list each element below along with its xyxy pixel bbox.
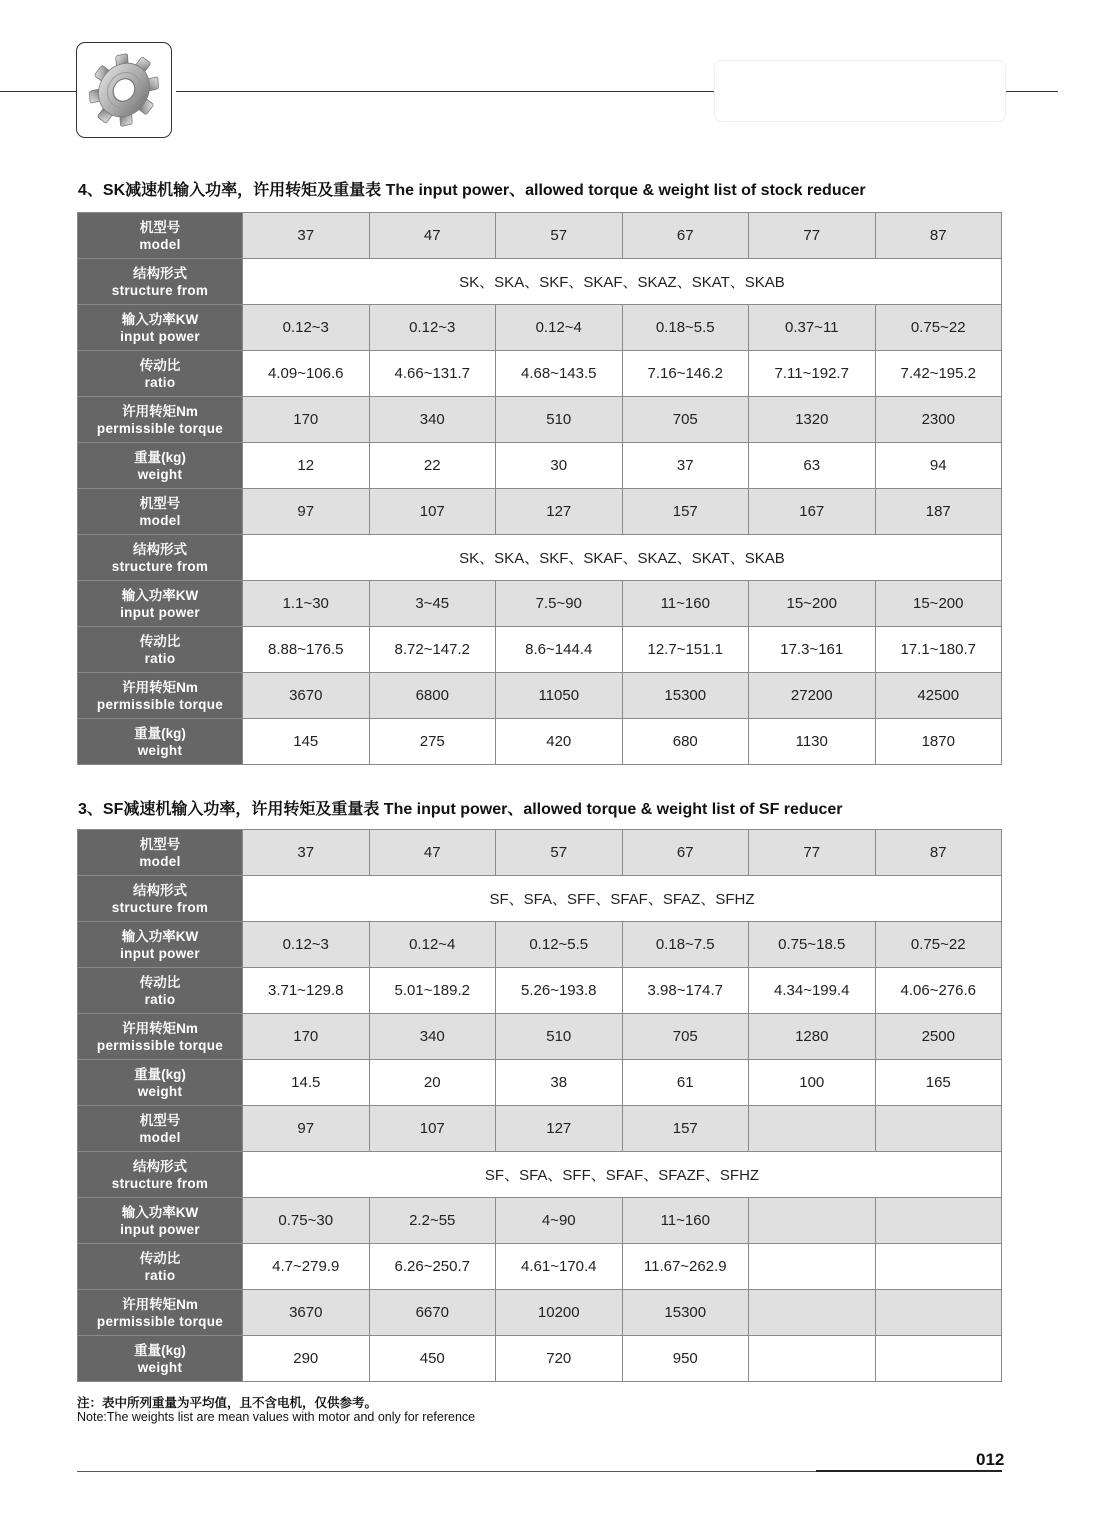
structure-cell: SK、SKA、SKF、SKAF、SKAZ、SKAT、SKAB bbox=[243, 535, 1002, 581]
table-row bbox=[78, 1198, 1002, 1244]
value-cell: 97 bbox=[243, 1106, 370, 1152]
page-number: 012 bbox=[976, 1450, 1005, 1469]
value-cell: 11~160 bbox=[622, 581, 749, 627]
value-cell: 165 bbox=[875, 1060, 1002, 1106]
row-label bbox=[78, 1336, 243, 1382]
value-cell: 1130 bbox=[749, 719, 876, 765]
value-cell: 10200 bbox=[496, 1290, 623, 1336]
value-cell: 8.6~144.4 bbox=[496, 627, 623, 673]
value-cell: 2500 bbox=[875, 1014, 1002, 1060]
value-cell: 11.67~262.9 bbox=[622, 1244, 749, 1290]
row-label bbox=[78, 489, 243, 535]
value-cell: 87 bbox=[875, 213, 1002, 259]
value-cell: 97 bbox=[243, 489, 370, 535]
value-cell: 77 bbox=[749, 213, 876, 259]
value-cell: 450 bbox=[369, 1336, 496, 1382]
value-cell: 11~160 bbox=[622, 1198, 749, 1244]
section-title-sf: 3、SF减速机输入功率，许用转矩及重量表 The input power、allowed torque & weight list of SF reducer bbox=[78, 801, 843, 818]
value-cell: 680 bbox=[622, 719, 749, 765]
value-cell: 12.7~151.1 bbox=[622, 627, 749, 673]
structure-cell: SF、SFA、SFF、SFAF、SFAZF、SFHZ bbox=[243, 1152, 1002, 1198]
value-cell: 340 bbox=[369, 1014, 496, 1060]
row-label bbox=[78, 673, 243, 719]
value-cell: 187 bbox=[875, 489, 1002, 535]
row-label-cn: 传动比 bbox=[139, 974, 181, 990]
value-cell: 20 bbox=[369, 1060, 496, 1106]
row-label-cn: 传动比 bbox=[139, 357, 181, 373]
value-cell: 510 bbox=[496, 1014, 623, 1060]
row-label-en: ratio bbox=[144, 991, 176, 1007]
value-cell: 3670 bbox=[243, 1290, 370, 1336]
row-label-en: model bbox=[139, 512, 181, 528]
row-label bbox=[78, 1152, 243, 1198]
value-cell: 15300 bbox=[622, 1290, 749, 1336]
value-cell: 1320 bbox=[749, 397, 876, 443]
value-cell: 0.12~3 bbox=[369, 305, 496, 351]
row-label-en: structure from bbox=[111, 899, 209, 915]
value-cell: 8.88~176.5 bbox=[243, 627, 370, 673]
table-row bbox=[78, 213, 1002, 259]
value-cell: 6.26~250.7 bbox=[369, 1244, 496, 1290]
row-label-cn: 输入功率KW bbox=[121, 928, 199, 944]
value-cell: 7.11~192.7 bbox=[749, 351, 876, 397]
row-label bbox=[78, 397, 243, 443]
row-label-en: permissible torque bbox=[96, 1313, 224, 1329]
value-cell: 420 bbox=[496, 719, 623, 765]
value-cell: 67 bbox=[622, 213, 749, 259]
row-label-cn: 输入功率KW bbox=[121, 311, 199, 327]
value-cell: 5.26~193.8 bbox=[496, 968, 623, 1014]
value-cell bbox=[749, 1198, 876, 1244]
table-row bbox=[78, 968, 1002, 1014]
value-cell: 2300 bbox=[875, 397, 1002, 443]
value-cell: 17.3~161 bbox=[749, 627, 876, 673]
value-cell: 275 bbox=[369, 719, 496, 765]
row-label-en: input power bbox=[120, 604, 200, 620]
value-cell: 57 bbox=[496, 213, 623, 259]
value-cell: 4.61~170.4 bbox=[496, 1244, 623, 1290]
row-label-cn: 输入功率KW bbox=[121, 1204, 199, 1220]
value-cell: 157 bbox=[622, 489, 749, 535]
value-cell bbox=[749, 1336, 876, 1382]
value-cell: 4.66~131.7 bbox=[369, 351, 496, 397]
value-cell: 0.12~3 bbox=[243, 305, 370, 351]
row-label-en: weight bbox=[137, 1359, 183, 1375]
row-label bbox=[78, 922, 243, 968]
row-label-en: weight bbox=[137, 466, 183, 482]
value-cell: 47 bbox=[369, 830, 496, 876]
row-label-cn: 许用转矩Nm bbox=[122, 1296, 198, 1312]
row-label-cn: 结构形式 bbox=[133, 1158, 187, 1174]
footnote bbox=[77, 1396, 475, 1424]
value-cell: 1.1~30 bbox=[243, 581, 370, 627]
row-label bbox=[78, 876, 243, 922]
value-cell: 0.12~3 bbox=[243, 922, 370, 968]
row-label-en: input power bbox=[120, 945, 200, 961]
table-row bbox=[78, 1336, 1002, 1382]
value-cell: 3670 bbox=[243, 673, 370, 719]
row-label bbox=[78, 719, 243, 765]
value-cell: 15~200 bbox=[749, 581, 876, 627]
sk-reducer-table bbox=[77, 212, 1002, 765]
row-label-en: model bbox=[139, 853, 181, 869]
value-cell: 0.12~4 bbox=[496, 305, 623, 351]
table-row bbox=[78, 922, 1002, 968]
row-label bbox=[78, 1290, 243, 1336]
value-cell: 3~45 bbox=[369, 581, 496, 627]
value-cell: 61 bbox=[622, 1060, 749, 1106]
value-cell: 340 bbox=[369, 397, 496, 443]
value-cell: 63 bbox=[749, 443, 876, 489]
table-row bbox=[78, 535, 1002, 581]
row-label-cn: 结构形式 bbox=[133, 882, 187, 898]
footer-rule-accent bbox=[816, 1470, 1002, 1472]
header-rule-left bbox=[0, 91, 77, 92]
value-cell: 4.68~143.5 bbox=[496, 351, 623, 397]
value-cell: 6800 bbox=[369, 673, 496, 719]
value-cell: 290 bbox=[243, 1336, 370, 1382]
row-label-en: structure from bbox=[111, 282, 209, 298]
row-label bbox=[78, 968, 243, 1014]
value-cell bbox=[749, 1290, 876, 1336]
row-label-cn: 许用转矩Nm bbox=[122, 403, 198, 419]
table-row bbox=[78, 876, 1002, 922]
row-label-en: input power bbox=[120, 1221, 200, 1237]
footnote-cn: 注：表中所列重量为平均值，且不含电机，仅供参考。 bbox=[77, 1396, 378, 1410]
table-row bbox=[78, 1106, 1002, 1152]
row-label bbox=[78, 213, 243, 259]
table-row bbox=[78, 1290, 1002, 1336]
value-cell: 87 bbox=[875, 830, 1002, 876]
table-row bbox=[78, 627, 1002, 673]
value-cell: 94 bbox=[875, 443, 1002, 489]
table-row bbox=[78, 397, 1002, 443]
table-row bbox=[78, 1060, 1002, 1106]
row-label-en: permissible torque bbox=[96, 696, 224, 712]
value-cell: 27200 bbox=[749, 673, 876, 719]
value-cell: 2.2~55 bbox=[369, 1198, 496, 1244]
value-cell bbox=[875, 1244, 1002, 1290]
sf-reducer-table bbox=[77, 829, 1002, 1382]
value-cell: 11050 bbox=[496, 673, 623, 719]
value-cell: 107 bbox=[369, 1106, 496, 1152]
value-cell bbox=[749, 1244, 876, 1290]
value-cell: 4.34~199.4 bbox=[749, 968, 876, 1014]
header-blank-box bbox=[714, 60, 1006, 122]
value-cell: 170 bbox=[243, 1014, 370, 1060]
value-cell bbox=[875, 1106, 1002, 1152]
row-label-cn: 结构形式 bbox=[133, 265, 187, 281]
value-cell bbox=[875, 1290, 1002, 1336]
table-row bbox=[78, 443, 1002, 489]
value-cell: 7.16~146.2 bbox=[622, 351, 749, 397]
value-cell: 38 bbox=[496, 1060, 623, 1106]
value-cell bbox=[749, 1106, 876, 1152]
value-cell: 4.7~279.9 bbox=[243, 1244, 370, 1290]
value-cell: 0.18~5.5 bbox=[622, 305, 749, 351]
value-cell: 22 bbox=[369, 443, 496, 489]
value-cell: 720 bbox=[496, 1336, 623, 1382]
value-cell: 57 bbox=[496, 830, 623, 876]
value-cell: 127 bbox=[496, 1106, 623, 1152]
structure-cell: SK、SKA、SKF、SKAF、SKAZ、SKAT、SKAB bbox=[243, 259, 1002, 305]
value-cell: 3.98~174.7 bbox=[622, 968, 749, 1014]
row-label-cn: 传动比 bbox=[139, 633, 181, 649]
table-row bbox=[78, 259, 1002, 305]
row-label-en: model bbox=[139, 1129, 181, 1145]
value-cell: 1280 bbox=[749, 1014, 876, 1060]
value-cell: 107 bbox=[369, 489, 496, 535]
row-label bbox=[78, 830, 243, 876]
row-label bbox=[78, 627, 243, 673]
row-label-en: input power bbox=[120, 328, 200, 344]
row-label-cn: 机型号 bbox=[139, 219, 181, 235]
row-label-cn: 重量(kg) bbox=[134, 449, 186, 465]
row-label-cn: 重量(kg) bbox=[134, 1066, 186, 1082]
value-cell: 37 bbox=[622, 443, 749, 489]
value-cell: 14.5 bbox=[243, 1060, 370, 1106]
row-label-cn: 输入功率KW bbox=[121, 587, 199, 603]
value-cell: 42500 bbox=[875, 673, 1002, 719]
row-label-en: weight bbox=[137, 1083, 183, 1099]
value-cell: 12 bbox=[243, 443, 370, 489]
value-cell: 0.75~22 bbox=[875, 922, 1002, 968]
value-cell: 170 bbox=[243, 397, 370, 443]
row-label-cn: 传动比 bbox=[139, 1250, 181, 1266]
value-cell: 37 bbox=[243, 830, 370, 876]
row-label-en: weight bbox=[137, 742, 183, 758]
row-label-en: structure from bbox=[111, 558, 209, 574]
value-cell: 705 bbox=[622, 397, 749, 443]
table-row bbox=[78, 1244, 1002, 1290]
value-cell: 4.09~106.6 bbox=[243, 351, 370, 397]
value-cell: 3.71~129.8 bbox=[243, 968, 370, 1014]
gear-icon bbox=[84, 50, 164, 130]
table-row bbox=[78, 1152, 1002, 1198]
row-label-cn: 结构形式 bbox=[133, 541, 187, 557]
row-label-cn: 机型号 bbox=[139, 495, 181, 511]
row-label bbox=[78, 443, 243, 489]
value-cell: 100 bbox=[749, 1060, 876, 1106]
row-label bbox=[78, 1198, 243, 1244]
value-cell: 67 bbox=[622, 830, 749, 876]
value-cell: 0.75~22 bbox=[875, 305, 1002, 351]
row-label-en: permissible torque bbox=[96, 1037, 224, 1053]
value-cell: 157 bbox=[622, 1106, 749, 1152]
value-cell: 17.1~180.7 bbox=[875, 627, 1002, 673]
table-row bbox=[78, 305, 1002, 351]
table-row bbox=[78, 1014, 1002, 1060]
row-label-cn: 许用转矩Nm bbox=[122, 679, 198, 695]
value-cell: 7.42~195.2 bbox=[875, 351, 1002, 397]
row-label bbox=[78, 1060, 243, 1106]
row-label bbox=[78, 535, 243, 581]
structure-cell: SF、SFA、SFF、SFAF、SFAZ、SFHZ bbox=[243, 876, 1002, 922]
row-label bbox=[78, 259, 243, 305]
footnote-en: Note:The weights list are mean values with motor and only for reference bbox=[77, 1410, 476, 1424]
value-cell: 0.12~4 bbox=[369, 922, 496, 968]
value-cell: 0.12~5.5 bbox=[496, 922, 623, 968]
table-row bbox=[78, 581, 1002, 627]
row-label-cn: 机型号 bbox=[139, 1112, 181, 1128]
row-label-cn: 机型号 bbox=[139, 836, 181, 852]
row-label bbox=[78, 351, 243, 397]
value-cell: 0.37~11 bbox=[749, 305, 876, 351]
value-cell: 127 bbox=[496, 489, 623, 535]
value-cell: 5.01~189.2 bbox=[369, 968, 496, 1014]
value-cell: 167 bbox=[749, 489, 876, 535]
value-cell: 145 bbox=[243, 719, 370, 765]
table-row bbox=[78, 719, 1002, 765]
row-label-en: ratio bbox=[144, 650, 176, 666]
value-cell: 510 bbox=[496, 397, 623, 443]
row-label-cn: 许用转矩Nm bbox=[122, 1020, 198, 1036]
table-row bbox=[78, 351, 1002, 397]
value-cell: 4.06~276.6 bbox=[875, 968, 1002, 1014]
row-label-en: ratio bbox=[144, 1267, 176, 1283]
value-cell: 6670 bbox=[369, 1290, 496, 1336]
row-label bbox=[78, 581, 243, 627]
value-cell: 950 bbox=[622, 1336, 749, 1382]
row-label-en: model bbox=[139, 236, 181, 252]
value-cell: 15~200 bbox=[875, 581, 1002, 627]
row-label-en: ratio bbox=[144, 374, 176, 390]
value-cell: 4~90 bbox=[496, 1198, 623, 1244]
row-label bbox=[78, 305, 243, 351]
value-cell: 0.75~18.5 bbox=[749, 922, 876, 968]
value-cell: 7.5~90 bbox=[496, 581, 623, 627]
table-row bbox=[78, 830, 1002, 876]
value-cell: 0.75~30 bbox=[243, 1198, 370, 1244]
value-cell: 30 bbox=[496, 443, 623, 489]
table-row bbox=[78, 673, 1002, 719]
section-title-sk: 4、SK减速机输入功率，许用转矩及重量表 The input power、allowed torque & weight list of stock reducer bbox=[78, 182, 866, 199]
value-cell: 47 bbox=[369, 213, 496, 259]
value-cell: 0.18~7.5 bbox=[622, 922, 749, 968]
value-cell bbox=[875, 1336, 1002, 1382]
logo-badge bbox=[76, 42, 172, 138]
value-cell: 37 bbox=[243, 213, 370, 259]
row-label-en: structure from bbox=[111, 1175, 209, 1191]
value-cell: 77 bbox=[749, 830, 876, 876]
row-label bbox=[78, 1244, 243, 1290]
value-cell: 1870 bbox=[875, 719, 1002, 765]
row-label-cn: 重量(kg) bbox=[134, 1342, 186, 1358]
row-label-en: permissible torque bbox=[96, 420, 224, 436]
value-cell: 8.72~147.2 bbox=[369, 627, 496, 673]
row-label bbox=[78, 1106, 243, 1152]
row-label bbox=[78, 1014, 243, 1060]
value-cell: 705 bbox=[622, 1014, 749, 1060]
row-label-cn: 重量(kg) bbox=[134, 725, 186, 741]
value-cell: 15300 bbox=[622, 673, 749, 719]
table-row bbox=[78, 489, 1002, 535]
value-cell bbox=[875, 1198, 1002, 1244]
